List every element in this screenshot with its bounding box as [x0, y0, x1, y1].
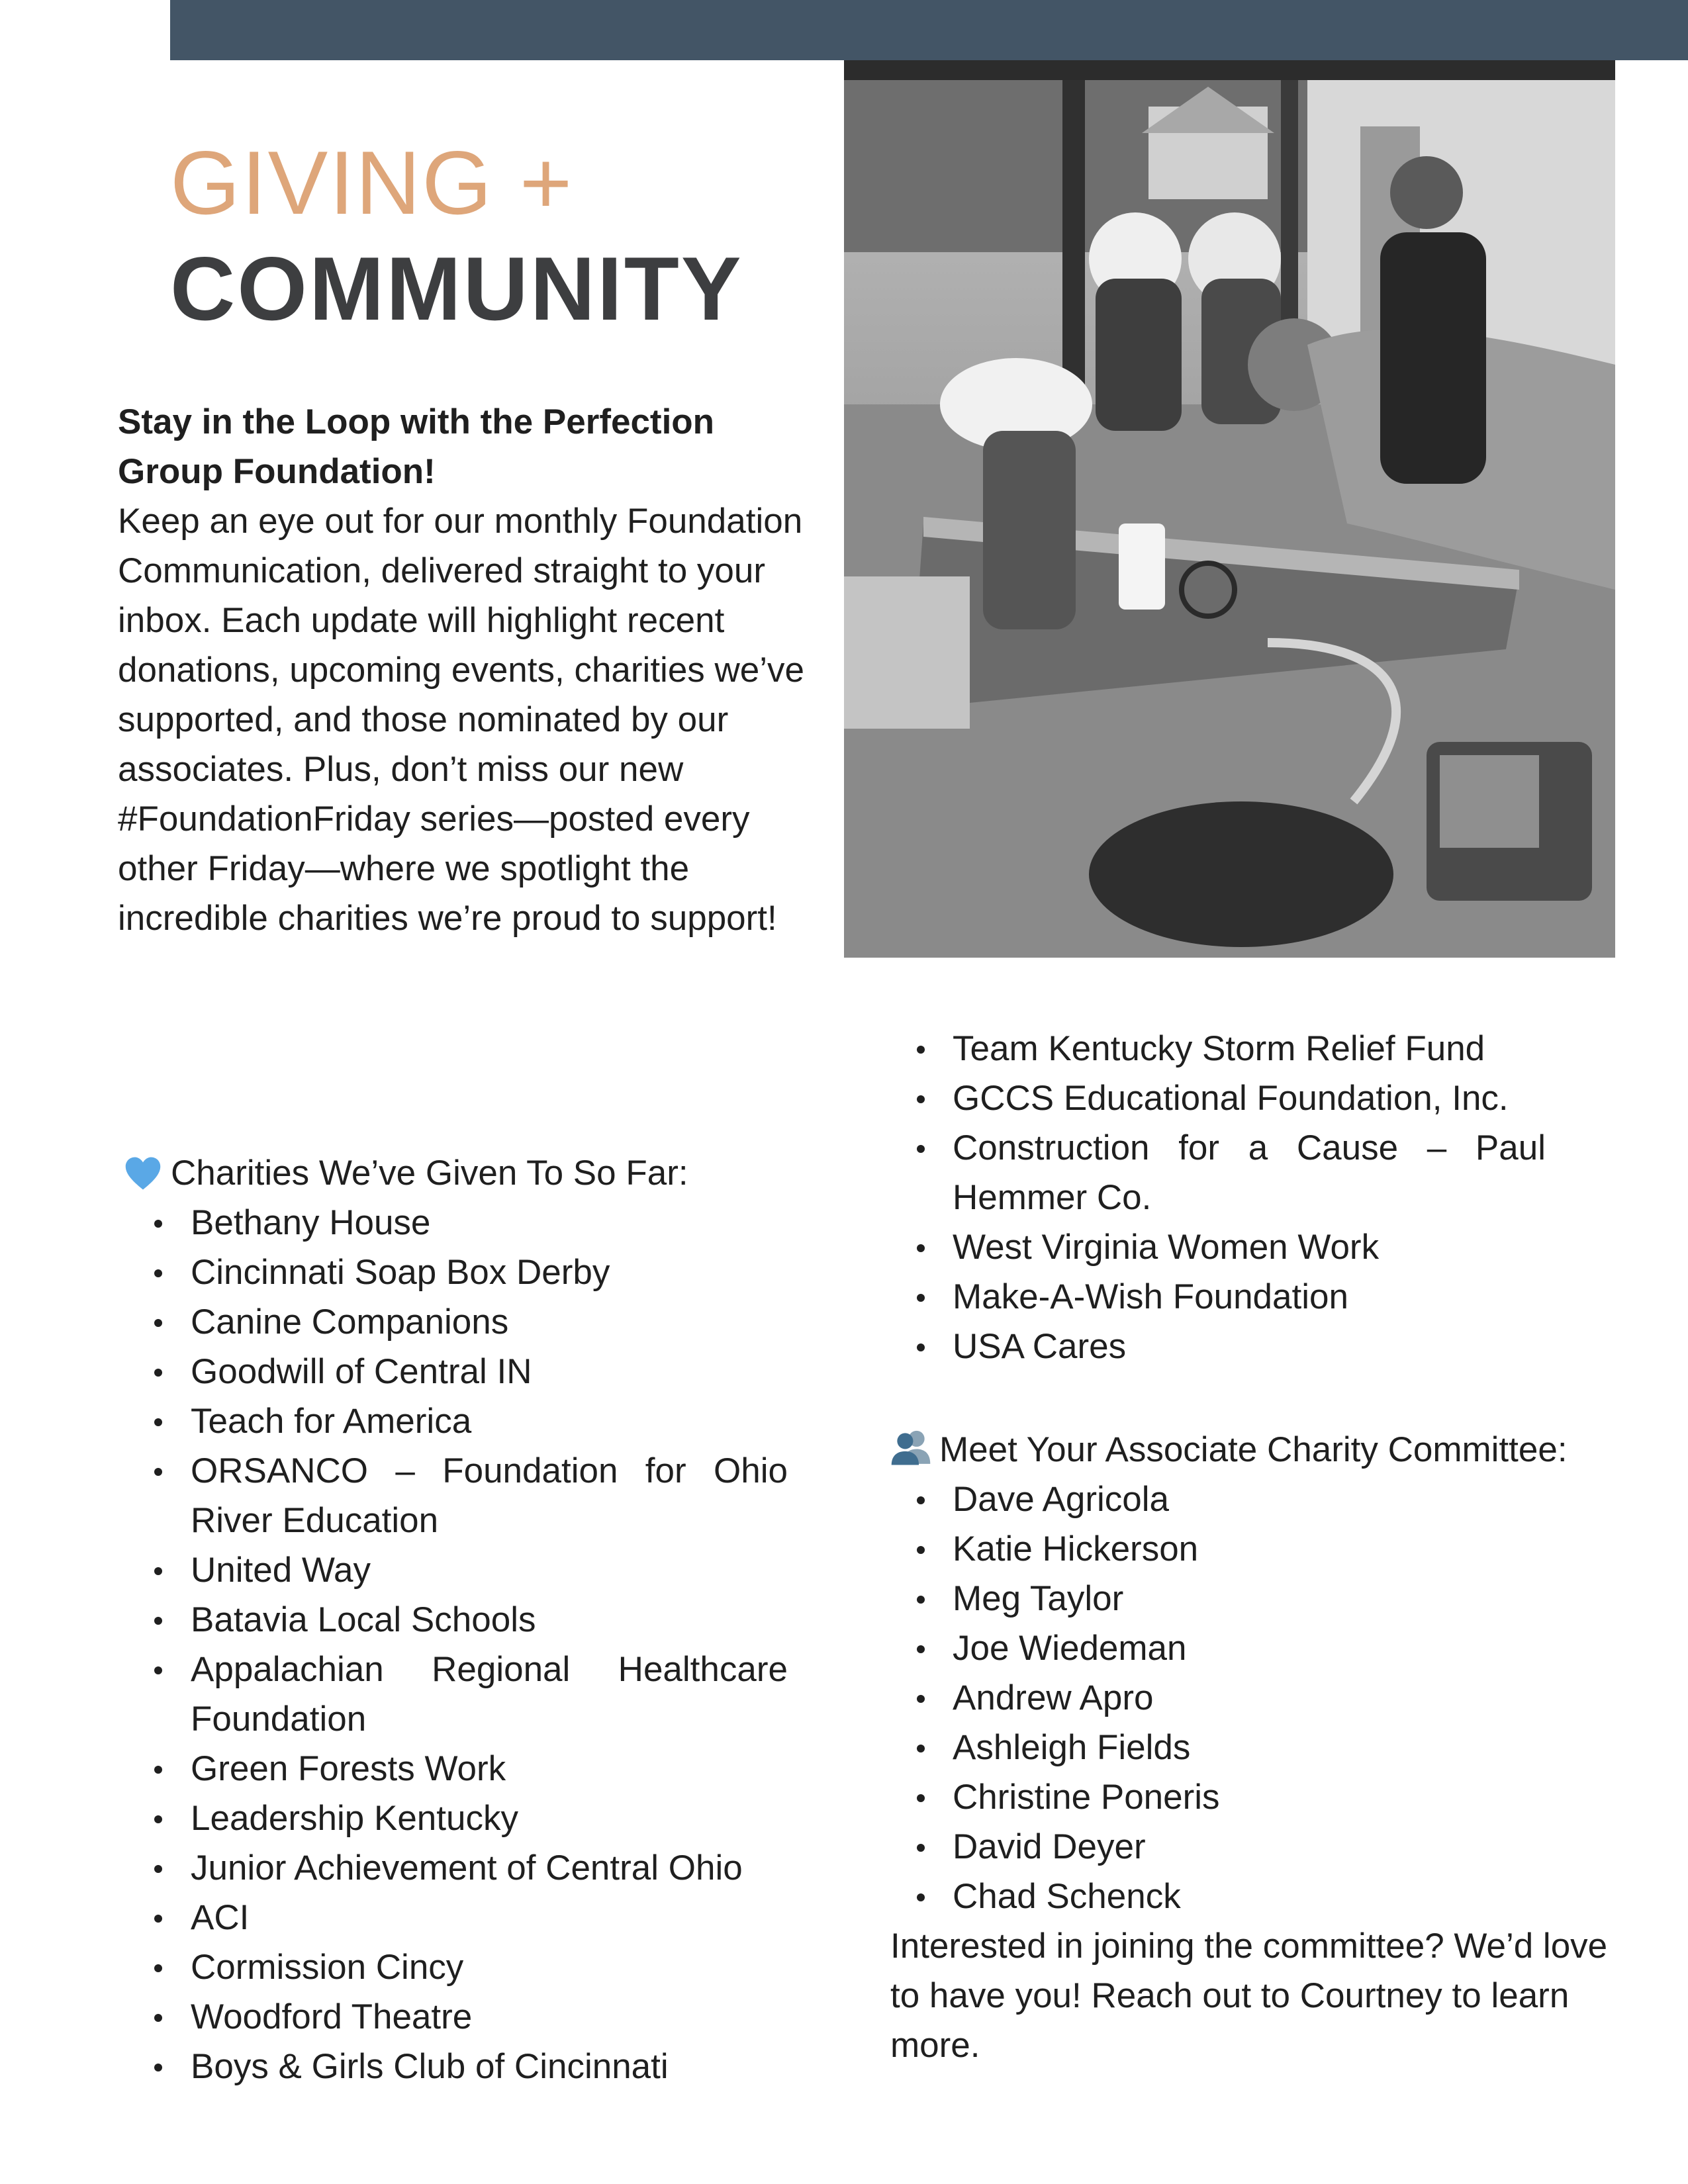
- title-line-community: COMMUNITY: [170, 238, 743, 339]
- list-item: USA Cares: [890, 1322, 1546, 1371]
- intro-heading: Stay in the Loop with the Perfection Group Foundation!: [118, 402, 715, 491]
- committee-heading-row: [890, 1422, 1618, 1475]
- committee-members-list: [890, 1475, 1618, 1921]
- photo-illustration: [844, 60, 1615, 958]
- committee-section: [890, 1422, 1618, 2070]
- list-item: Cincinnati Soap Box Derby: [118, 1248, 788, 1297]
- list-item: West Virginia Women Work: [890, 1222, 1546, 1272]
- list-item: Dave Agricola: [890, 1475, 1618, 1524]
- committee-cta: Interested in joining the committee? We’d love to have you! Reach out to Courtney to learn more.: [890, 1927, 1608, 2065]
- charities-section: [118, 1148, 788, 2091]
- list-item: Leadership Kentucky: [118, 1794, 788, 1843]
- charities-list-right: [890, 1024, 1546, 1371]
- list-item: Ashleigh Fields: [890, 1723, 1618, 1772]
- volunteer-event-photo: [844, 60, 1615, 958]
- list-item: David Deyer: [890, 1822, 1618, 1872]
- list-item: Teach for America: [118, 1396, 788, 1446]
- list-item: Andrew Apro: [890, 1673, 1618, 1723]
- list-item: Boys & Girls Club of Cincinnati: [118, 2042, 788, 2091]
- list-item: Make-A-Wish Foundation: [890, 1272, 1546, 1322]
- list-item: Appalachian Regional Healthcare Foundation: [118, 1645, 788, 1744]
- list-item: GCCS Educational Foundation, Inc.: [890, 1073, 1546, 1123]
- list-item: ACI: [118, 1893, 788, 1942]
- list-item: United Way: [118, 1545, 788, 1595]
- list-item: Goodwill of Central IN: [118, 1347, 788, 1396]
- list-item: Canine Companions: [118, 1297, 788, 1347]
- title-line-giving: GIVING +: [170, 132, 574, 233]
- list-item: Christine Poneris: [890, 1772, 1618, 1822]
- list-item: ORSANCO – Foundation for Ohio River Education: [118, 1446, 788, 1545]
- top-banner-bar: [170, 0, 1688, 60]
- charities-heading-row: [118, 1148, 788, 1198]
- committee-heading: [890, 1422, 1568, 1475]
- list-item: Green Forests Work: [118, 1744, 788, 1794]
- list-item: Batavia Local Schools: [118, 1595, 788, 1645]
- list-item: Team Kentucky Storm Relief Fund: [890, 1024, 1546, 1073]
- list-item: Bethany House: [118, 1198, 788, 1248]
- list-item: Meg Taylor: [890, 1574, 1618, 1623]
- committee-heading-text: Meet Your Associate Charity Committee:: [939, 1430, 1568, 1469]
- list-item: Chad Schenck: [890, 1872, 1618, 1921]
- page-title: [170, 130, 743, 341]
- intro-section: [118, 397, 806, 943]
- intro-body: Keep an eye out for our monthly Foundation Communication, delivered straight to your inbox. Each update will highlight recent donations, upcoming events, charities we’ve supported, and those nominated by our associates. Plus, don’t miss our new #FoundationFriday series—posted every other Friday—where we spotlight the incredible charities we’re proud to support!: [118, 502, 805, 938]
- list-item: Construction for a Cause – Paul Hemmer Co.: [890, 1123, 1546, 1222]
- charities-list: [118, 1198, 788, 2091]
- charities-heading: Charities We’ve Given To So Far:: [171, 1154, 688, 1193]
- list-item: Cormission Cincy: [118, 1942, 788, 1992]
- list-item: Katie Hickerson: [890, 1524, 1618, 1574]
- list-item: Joe Wiedeman: [890, 1623, 1618, 1673]
- list-item: Junior Achievement of Central Ohio: [118, 1843, 788, 1893]
- people-icon: [890, 1428, 931, 1465]
- list-item: Woodford Theatre: [118, 1992, 788, 2042]
- blue-heart-icon: [124, 1155, 162, 1192]
- charities-list-continued: [890, 1024, 1546, 1371]
